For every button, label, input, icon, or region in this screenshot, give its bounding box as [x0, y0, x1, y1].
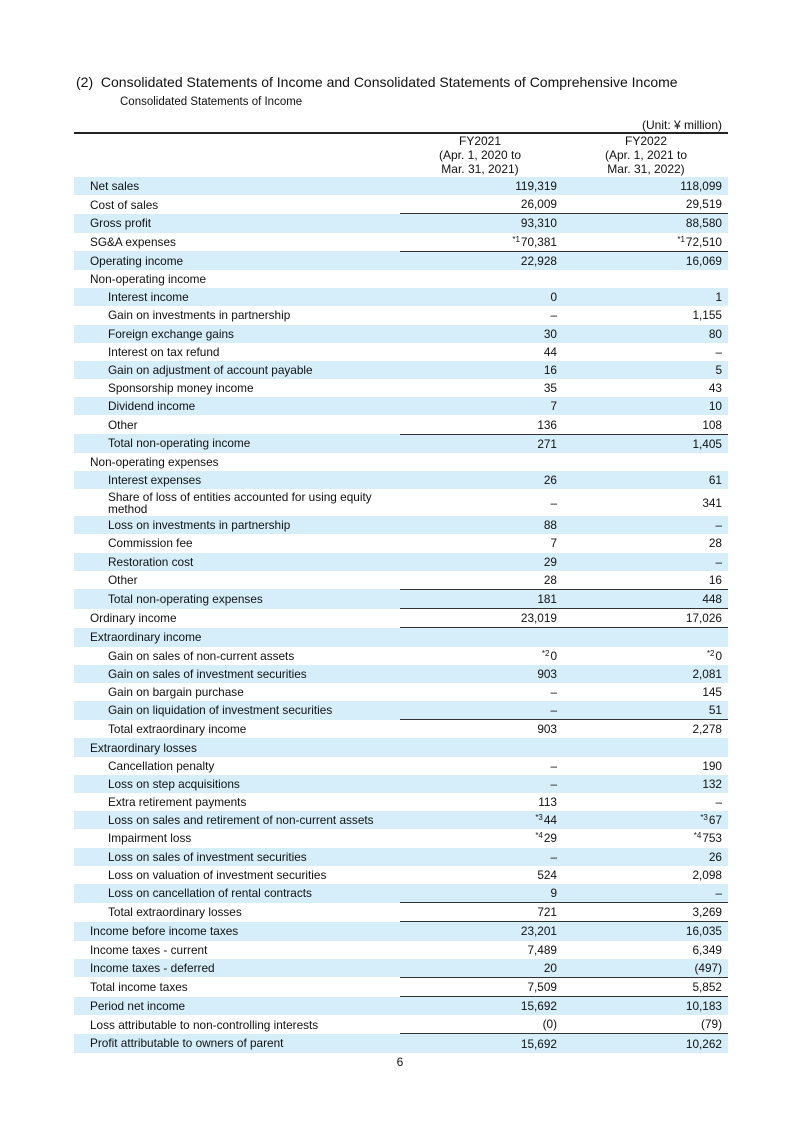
value-fy2022 [563, 489, 728, 516]
cell-value: 3,269 [692, 905, 722, 920]
cell-value: 903 [537, 722, 557, 737]
value-fy2022 [563, 609, 728, 628]
cell-value: 16 [543, 362, 557, 377]
value-fy2022 [563, 1034, 728, 1053]
value-fy2021 [400, 922, 563, 941]
value-fy2021 [400, 571, 563, 590]
value-fy2021 [400, 516, 563, 534]
row-label: Cost of sales [90, 197, 159, 212]
cell-value: 15,692 [520, 1036, 557, 1051]
row-label: Non-operating expenses [90, 454, 219, 469]
row-label: Gain on liquidation of investment securities [74, 701, 400, 720]
cell-value: – [715, 518, 722, 533]
column-header-fy2022 [566, 134, 726, 176]
table-row [74, 233, 728, 252]
value-fy2022 [563, 553, 728, 571]
cell-value: 190 [702, 758, 722, 773]
value-fy2021 [400, 434, 563, 453]
footnote-marker: *2 [541, 648, 550, 658]
table-row [74, 720, 728, 739]
value-fy2021 [400, 683, 563, 701]
value-fy2022 [563, 571, 728, 590]
row-label: Total income taxes [90, 979, 188, 994]
table-row [74, 589, 728, 608]
cell-value: 7,509 [527, 979, 557, 994]
value-fy2021 [400, 997, 563, 1016]
row-label: Extraordinary losses [74, 738, 400, 756]
value-fy2021 [400, 793, 563, 811]
value-fy2021 [400, 177, 563, 195]
value-fy2021 [400, 701, 563, 720]
page-number: 6 [396, 1055, 404, 1069]
table-row [74, 489, 728, 516]
row-label: Interest on tax refund [108, 344, 220, 359]
table-row [74, 903, 728, 922]
cell-value: – [550, 776, 557, 791]
table-row [74, 453, 728, 471]
footnote-marker: *1 [512, 234, 520, 244]
value-fy2021 [400, 848, 563, 866]
table-row [74, 829, 728, 847]
value-fy2021 [400, 288, 563, 306]
table-row [74, 251, 728, 270]
cell-value: 1,155 [692, 308, 722, 323]
value-fy2021 [400, 1034, 563, 1053]
value-fy2022 [563, 665, 728, 683]
value-fy2022 [563, 997, 728, 1016]
cell-value: 1,405 [692, 436, 722, 451]
value-fy2022 [563, 270, 728, 288]
cell-value: 448 [702, 592, 722, 607]
value-fy2021 [400, 738, 563, 756]
cell-value: 0 [550, 648, 557, 663]
cell-value: 26,009 [520, 197, 557, 212]
row-label: Other [108, 417, 138, 432]
value-fy2021 [400, 379, 563, 397]
cell-value: 67 [708, 813, 722, 828]
cell-value: 10 [708, 399, 722, 414]
column-header-year: FY2022 [624, 134, 668, 148]
value-fy2022 [563, 306, 728, 324]
row-label: Loss on cancellation of rental contracts [74, 884, 400, 903]
table-row [74, 884, 728, 903]
cell-value: – [550, 308, 557, 323]
cell-value: 341 [702, 495, 722, 510]
value-fy2022 [563, 793, 728, 811]
table-row [74, 1015, 728, 1034]
value-fy2022 [563, 720, 728, 739]
value-fy2021 [400, 829, 563, 847]
cell-value: 70,381 [520, 234, 557, 249]
cell-value: 271 [537, 436, 557, 451]
row-label: Operating income [74, 251, 400, 270]
table-row [74, 343, 728, 361]
row-label: Income taxes - current [90, 942, 208, 957]
value-fy2021 [400, 343, 563, 361]
cell-value: 108 [702, 417, 722, 432]
table-row [74, 848, 728, 866]
table-row [74, 701, 728, 720]
footnote-marker: *3 [700, 813, 708, 823]
cell-value: – [550, 758, 557, 773]
value-fy2022 [563, 251, 728, 270]
cell-value: 17,026 [685, 611, 722, 626]
table-row [74, 516, 728, 534]
table-row [74, 609, 728, 628]
table-row [74, 397, 728, 415]
cell-value: 15,692 [520, 999, 557, 1014]
column-header-fy2021 [400, 134, 560, 176]
row-label: Gain on investments in partnership [108, 308, 291, 323]
cell-value: 16,035 [685, 924, 722, 939]
value-fy2022 [563, 884, 728, 903]
value-fy2022 [563, 829, 728, 847]
value-fy2021 [400, 647, 563, 665]
cell-value: 23,019 [520, 611, 557, 626]
value-fy2022 [563, 775, 728, 793]
row-label: Total extraordinary losses [108, 905, 242, 920]
cell-value: 5,852 [692, 979, 722, 994]
value-fy2022 [563, 811, 728, 829]
column-header-year: FY2021 [458, 134, 502, 148]
cell-value: 119,319 [515, 179, 557, 194]
value-fy2021 [400, 471, 563, 489]
cell-value: 16 [708, 572, 722, 587]
row-label: Income before income taxes [74, 922, 400, 941]
value-fy2022 [563, 866, 728, 884]
table-row [74, 959, 728, 978]
value-fy2022 [563, 941, 728, 959]
row-label: Extraordinary income [74, 628, 400, 647]
value-fy2022 [563, 288, 728, 306]
table-row [74, 571, 728, 590]
footnote-marker: *3 [535, 813, 543, 823]
value-fy2021 [400, 415, 563, 434]
row-label: Gain on sales of non-current assets [108, 648, 295, 663]
cell-value: 26 [708, 849, 722, 864]
income-statement-rows [74, 177, 728, 1053]
value-fy2022 [563, 757, 728, 775]
value-fy2021 [400, 453, 563, 471]
cell-value: 88,580 [685, 216, 722, 231]
cell-value: 145 [702, 684, 722, 699]
table-row [74, 1034, 728, 1053]
cell-value: – [550, 684, 557, 699]
table-row [74, 997, 728, 1016]
table-row [74, 195, 728, 214]
table-row [74, 665, 728, 683]
table-row [74, 434, 728, 453]
cell-value: – [715, 554, 722, 569]
value-fy2021 [400, 884, 563, 903]
cell-value: 2,278 [692, 722, 722, 737]
statement-subtitle: Consolidated Statements of Income [120, 96, 303, 108]
value-fy2021 [400, 977, 563, 996]
section-title: (2) Consolidated Statements of Income and Consolidated Statements of Comprehensive Income [76, 74, 678, 90]
table-row [74, 306, 728, 324]
income-statement-table [74, 177, 728, 1053]
cell-value: 118,099 [680, 179, 722, 194]
cell-value: 22,928 [520, 253, 557, 268]
row-label: Loss on sales and retirement of non-current assets [74, 811, 400, 829]
cell-value: – [550, 495, 557, 510]
cell-value: 903 [537, 666, 557, 681]
cell-value: 61 [708, 473, 722, 488]
cell-value: 6,349 [692, 942, 722, 957]
value-fy2022 [563, 959, 728, 978]
table-row [74, 775, 728, 793]
table-row [74, 361, 728, 379]
cell-value: 132 [702, 776, 722, 791]
cell-value: 1 [715, 290, 722, 305]
row-label: Gain on bargain purchase [108, 684, 244, 699]
value-fy2021 [400, 325, 563, 343]
row-label: Gross profit [74, 214, 400, 233]
cell-value: – [715, 344, 722, 359]
cell-value: 28 [708, 536, 722, 551]
row-label: Period net income [74, 997, 400, 1016]
cell-value: 524 [537, 867, 557, 882]
cell-value: 35 [543, 381, 557, 396]
value-fy2022 [563, 534, 728, 552]
cell-value: 10,183 [685, 999, 722, 1014]
value-fy2021 [400, 775, 563, 793]
value-fy2022 [563, 471, 728, 489]
table-row [74, 811, 728, 829]
cell-value: 181 [537, 592, 557, 607]
value-fy2021 [400, 811, 563, 829]
value-fy2022 [563, 922, 728, 941]
row-label: Loss on valuation of investment securities [108, 867, 327, 882]
cell-value: 7 [550, 536, 557, 551]
table-row [74, 793, 728, 811]
table-row [74, 941, 728, 959]
value-fy2022 [563, 325, 728, 343]
column-header-period-end: Mar. 31, 2022) [607, 162, 685, 176]
row-label: Net sales [74, 177, 400, 195]
value-fy2022 [563, 415, 728, 434]
value-fy2022 [563, 1015, 728, 1034]
table-row [74, 866, 728, 884]
cell-value: 93,310 [520, 216, 557, 231]
value-fy2021 [400, 959, 563, 978]
row-label: Sponsorship money income [108, 381, 254, 396]
row-label: Foreign exchange gains [74, 325, 400, 343]
cell-value: 10,262 [685, 1036, 722, 1051]
table-row [74, 471, 728, 489]
cell-value: 29 [543, 554, 557, 569]
cell-value: 753 [702, 831, 722, 846]
table-row [74, 628, 728, 647]
value-fy2021 [400, 489, 563, 516]
row-label: Loss on step acquisitions [74, 775, 400, 793]
value-fy2021 [400, 628, 563, 647]
cell-value: – [715, 795, 722, 810]
cell-value: 7,489 [527, 942, 557, 957]
value-fy2021 [400, 195, 563, 214]
table-row [74, 214, 728, 233]
cell-value: – [550, 849, 557, 864]
value-fy2021 [400, 589, 563, 608]
row-label: Loss on sales of investment securities [74, 848, 400, 866]
cell-value: 113 [538, 795, 557, 810]
value-fy2022 [563, 516, 728, 534]
table-row [74, 288, 728, 306]
row-label: Interest expenses [74, 471, 400, 489]
value-fy2022 [563, 453, 728, 471]
value-fy2021 [400, 214, 563, 233]
row-label: Gain on sales of investment securities [74, 665, 400, 683]
row-label: Interest income [74, 288, 400, 306]
row-label: Commission fee [108, 536, 193, 551]
row-label: Non-operating income [90, 272, 207, 287]
value-fy2022 [563, 233, 728, 252]
cell-value: 136 [537, 417, 557, 432]
value-fy2022 [563, 647, 728, 665]
value-fy2021 [400, 306, 563, 324]
footnote-marker: *4 [535, 831, 543, 841]
cell-value: – [715, 886, 722, 901]
cell-value: 51 [708, 703, 722, 718]
value-fy2021 [400, 397, 563, 415]
cell-value: 29,519 [685, 197, 722, 212]
cell-value: 80 [708, 326, 722, 341]
value-fy2021 [400, 553, 563, 571]
value-fy2022 [563, 628, 728, 647]
cell-value: 2,098 [692, 867, 722, 882]
value-fy2021 [400, 941, 563, 959]
footnote-marker: *1 [677, 234, 685, 244]
row-label: Income taxes - deferred [74, 959, 400, 978]
cell-value: 30 [543, 326, 557, 341]
row-label: Dividend income [74, 397, 400, 415]
row-label: Share of loss of entities accounted for using equity method [108, 489, 372, 516]
value-fy2021 [400, 665, 563, 683]
value-fy2022 [563, 701, 728, 720]
row-label: Restoration cost [74, 553, 400, 571]
cell-value: 16,069 [685, 253, 722, 268]
value-fy2022 [563, 589, 728, 608]
table-row [74, 534, 728, 552]
row-label: Extra retirement payments [108, 795, 247, 810]
value-fy2022 [563, 397, 728, 415]
row-label: Gain on adjustment of account payable [74, 361, 400, 379]
row-label: Loss attributable to non-controlling interests [90, 1017, 319, 1032]
cell-value: 23,201 [520, 924, 557, 939]
table-row [74, 379, 728, 397]
cell-value: 29 [543, 831, 557, 846]
cell-value: 43 [708, 381, 722, 396]
value-fy2021 [400, 534, 563, 552]
cell-value: 5 [715, 362, 722, 377]
column-header-period-end: Mar. 31, 2021) [441, 162, 519, 176]
value-fy2022 [563, 343, 728, 361]
value-fy2021 [400, 233, 563, 252]
value-fy2021 [400, 361, 563, 379]
table-row [74, 738, 728, 756]
cell-value: 20 [543, 960, 557, 975]
cell-value: 0 [550, 290, 557, 305]
value-fy2021 [400, 1015, 563, 1034]
value-fy2022 [563, 195, 728, 214]
row-label: Cancellation penalty [108, 758, 215, 773]
row-label: Other [108, 573, 138, 588]
unit-label: (Unit: ¥ million) [641, 118, 722, 132]
cell-value: 88 [543, 518, 557, 533]
column-header-period-start: (Apr. 1, 2021 to [604, 148, 688, 162]
value-fy2021 [400, 866, 563, 884]
value-fy2022 [563, 361, 728, 379]
value-fy2022 [563, 738, 728, 756]
cell-value: 28 [543, 572, 557, 587]
value-fy2022 [563, 903, 728, 922]
cell-value: 0 [715, 648, 722, 663]
table-row [74, 177, 728, 195]
table-row [74, 683, 728, 701]
column-header-period-start: (Apr. 1, 2020 to [438, 148, 522, 162]
value-fy2022 [563, 379, 728, 397]
value-fy2021 [400, 609, 563, 628]
cell-value: (79) [701, 1017, 722, 1032]
value-fy2022 [563, 434, 728, 453]
table-row [74, 270, 728, 288]
cell-value: 2,081 [692, 666, 722, 681]
value-fy2021 [400, 251, 563, 270]
footnote-marker: *4 [693, 831, 702, 841]
row-label: Total non-operating income [74, 434, 400, 453]
value-fy2021 [400, 720, 563, 739]
cell-value: 44 [543, 813, 557, 828]
table-row [74, 325, 728, 343]
value-fy2021 [400, 903, 563, 922]
value-fy2022 [563, 683, 728, 701]
value-fy2022 [563, 977, 728, 996]
value-fy2022 [563, 177, 728, 195]
table-row [74, 922, 728, 941]
table-row [74, 415, 728, 434]
cell-value: (0) [542, 1017, 557, 1032]
cell-value: 26 [543, 473, 557, 488]
row-label: Loss on investments in partnership [74, 516, 400, 534]
cell-value: 72,510 [685, 234, 722, 249]
value-fy2022 [563, 214, 728, 233]
footnote-marker: *2 [706, 648, 715, 658]
row-label: SG&A expenses [90, 234, 176, 249]
table-row [74, 553, 728, 571]
row-label: Total non-operating expenses [74, 589, 400, 608]
value-fy2021 [400, 270, 563, 288]
cell-value: 721 [537, 905, 557, 920]
cell-value: 44 [543, 344, 557, 359]
row-label: Ordinary income [90, 611, 177, 626]
table-row [74, 647, 728, 665]
cell-value: 9 [550, 886, 557, 901]
row-label: Profit attributable to owners of parent [74, 1034, 400, 1053]
row-label: Total extraordinary income [108, 722, 247, 737]
cell-value: (497) [694, 960, 722, 975]
table-row [74, 977, 728, 996]
value-fy2021 [400, 757, 563, 775]
value-fy2022 [563, 848, 728, 866]
table-row [74, 757, 728, 775]
row-label: Impairment loss [108, 831, 192, 846]
cell-value: – [550, 703, 557, 718]
cell-value: 7 [550, 399, 557, 414]
